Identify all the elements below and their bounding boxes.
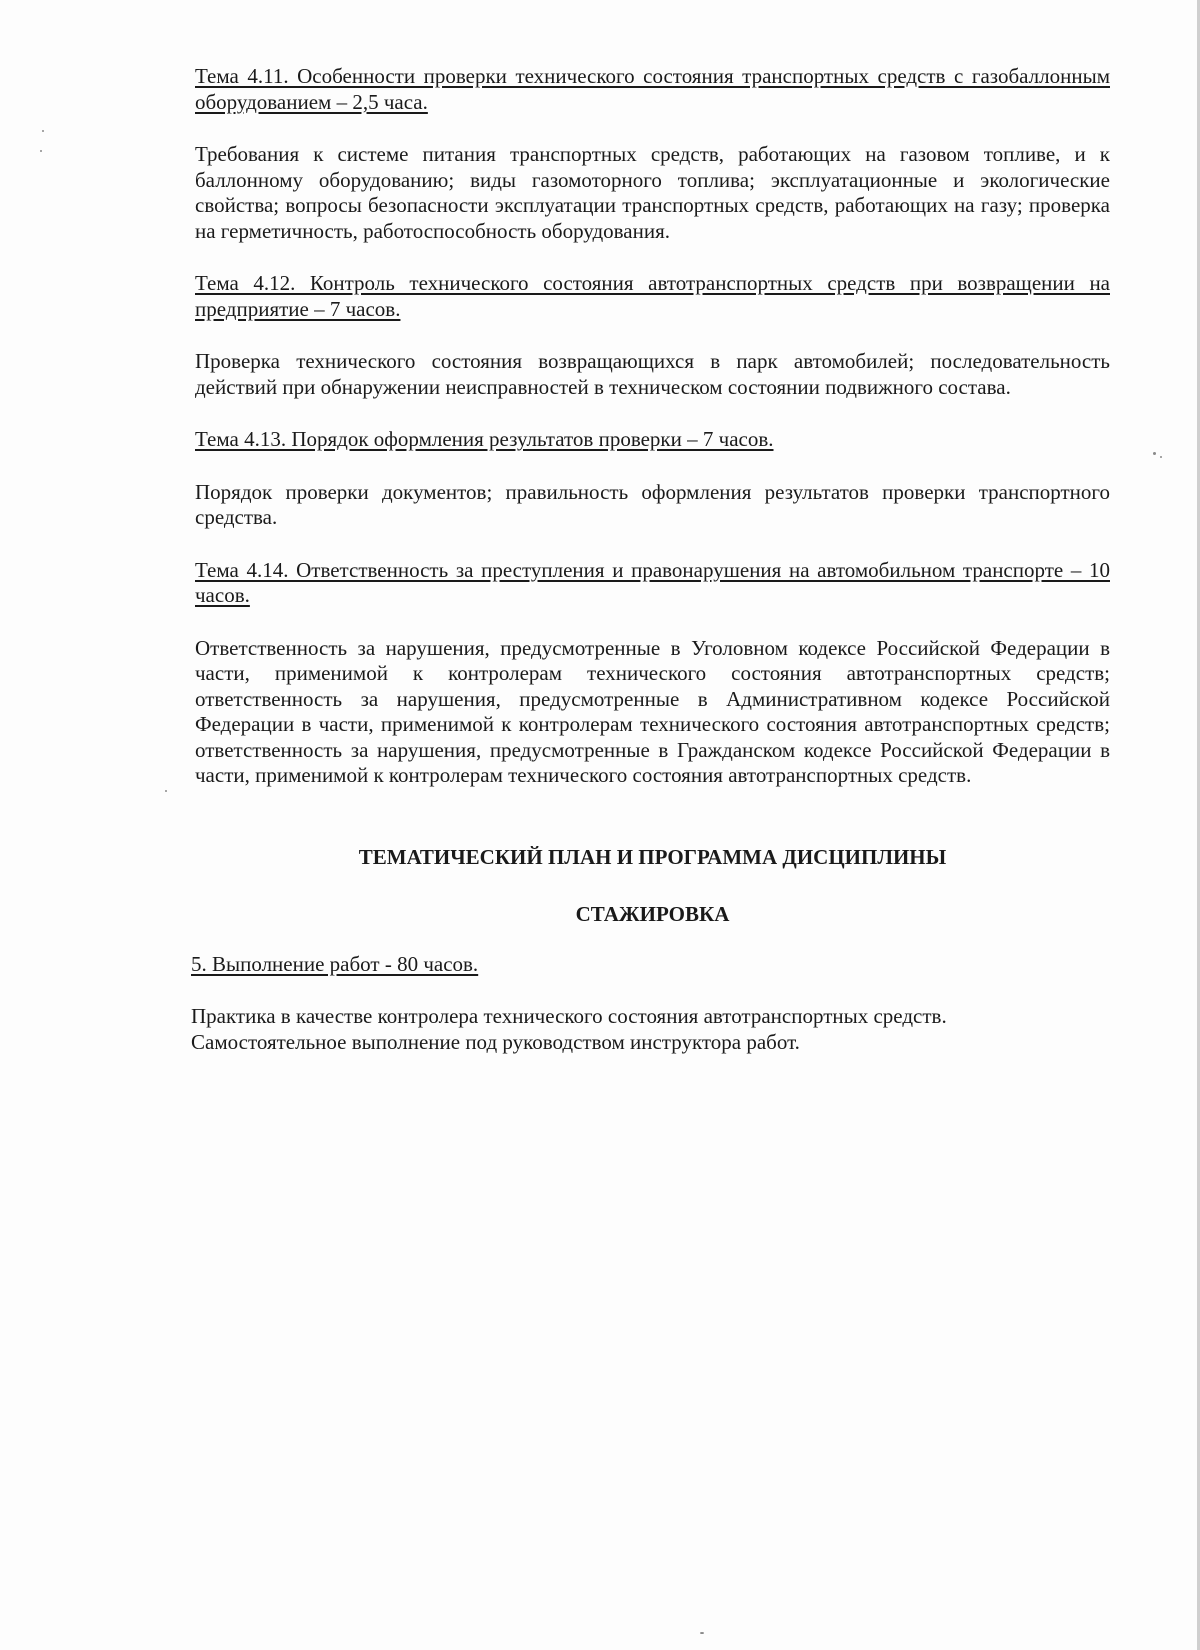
plan-heading: ТЕМАТИЧЕСКИЙ ПЛАН И ПРОГРАММА ДИСЦИПЛИНЫ [358, 844, 947, 869]
scan-speck [165, 790, 167, 792]
scan-speck [1153, 452, 1156, 455]
topic-4-14-text: Ответственность за нарушения, предусмотренные в Уголовном кодексе Российской Федерации в части, применимой к контролерам технического состояния автотранспортных средств; ответственность за нарушения, предусмотренные в Административном кодексе Российской Федерации в части, применимой к контролерам технического состояния автотранспортных средств; ответственность за нарушения, предусмотренные в Гражданском кодексе Российской Федерации в части, применимой к контролерам технического состояния автотранспортных средств. [195, 635, 1110, 787]
topic-4-12-title: Тема 4.12. Контроль технического состояния автотранспортных средств при возвращении на предприятие – 7 часов. [195, 271, 1110, 321]
internship-title: 5. Выполнение работ - 80 часов. [191, 951, 479, 976]
scan-speck [1160, 456, 1162, 458]
topic-4-13-text: Порядок проверки документов; правильность оформления результатов проверки транспортного средства. [195, 479, 1110, 529]
topic-4-11-title: Тема 4.11. Особенности проверки технического состояния транспортных средств с газобаллонным оборудованием – 2,5 часа. [195, 64, 1110, 114]
plan-subheading: СТАЖИРОВКА [575, 902, 730, 926]
topic-4-13-title: Тема 4.13. Порядок оформления результатов проверки – 7 часов. [195, 427, 774, 451]
scan-speck [40, 150, 42, 152]
scan-speck [700, 1632, 704, 1634]
topic-4-14-title: Тема 4.14. Ответственность за преступления и правонарушения на автомобильном транспорте – 10 часов. [195, 557, 1110, 607]
topic-4-12-text: Проверка технического состояния возвращающихся в парк автомобилей; последовательность действий при обнаружении неисправностей в техническом состоянии подвижного состава. [195, 349, 1110, 399]
document-body [191, 64, 1110, 1055]
scan-speck [42, 130, 44, 132]
internship-line-2: Самостоятельное выполнение под руководством инструктора работ. [191, 1029, 800, 1054]
topic-4-11-text: Требования к системе питания транспортных средств, работающих на газовом топливе, и к баллонному оборудованию; виды газомоторного топлива; эксплуатационные и экологические свойства; вопросы безопасности эксплуатации транспортных средств, работающих на газу; проверка на герметичность, работоспособность оборудования. [195, 142, 1110, 243]
internship-line-1: Практика в качестве контролера технического состояния автотранспортных средств. [191, 1004, 947, 1028]
